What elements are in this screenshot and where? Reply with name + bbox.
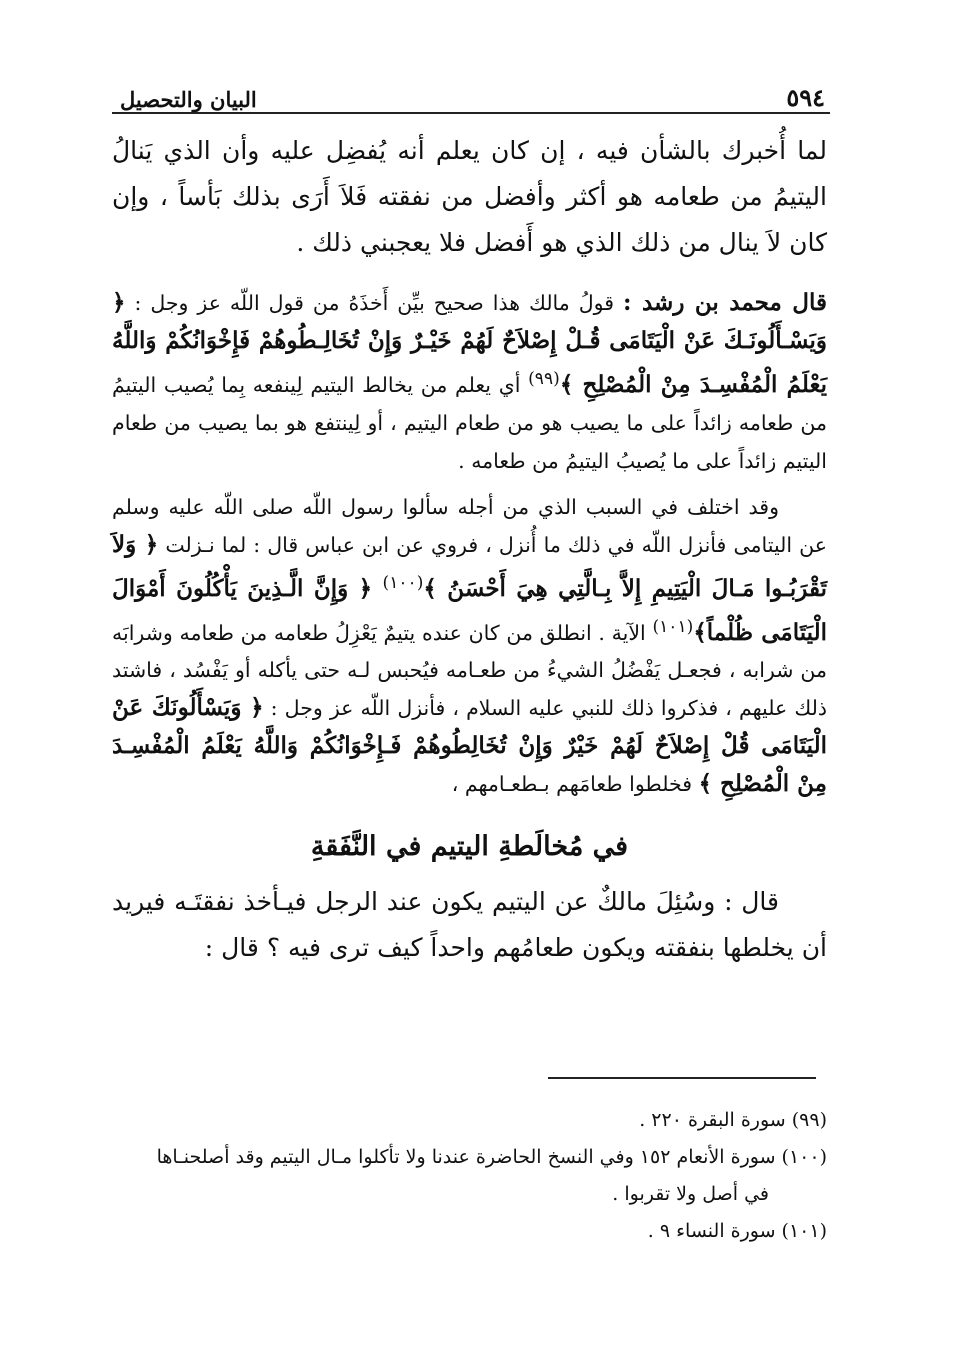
quran-verse-4: ﴿ وَيَسْأَلُونَكَ عَنْ الْيَتَامَى قُلْ إِصْلاَحٌ لَهُمْ خَيْرٌ وَإِنْ تُخَالِطُوهُمْ فَـإِخْوَانُكُمْ وَاللَّهُ يَعْلَمُ الْمُفْسِـدَ مِنْ الْمُصْلِحِ ﴾ xyxy=(112,694,827,798)
commentary-lead: قال محمد بن رشد : xyxy=(623,289,827,316)
footnotes xyxy=(112,1102,827,1250)
footnote-ref-99: (٩٩) xyxy=(528,369,560,389)
running-head xyxy=(120,72,825,112)
quran-verse-1: ﴿ وَيَسْـأَلُونَـكَ عَنْ الْيَتَامَى قُـلْ إِصْلاَحٌ لَهُمْ خَيْـرٌ وَإِنْ تُخَالِـطُوهُمْ فَإِخْوَانُكُمْ وَاللَّهُ يَعْلَمُ الْمُفْسِـدَ مِنْ الْمُصْلِحِ ﴾ xyxy=(112,289,827,398)
footnote-100: (١٠٠) سورة الأنعام ١٥٢ وفي النسخ الحاضرة عندنا ولا تأكلوا مـال اليتيم وقد أصلحنـاها xyxy=(156,1146,827,1168)
paragraph-3-text-3: فخلطوا طعامَهم بـطعـامهم ، xyxy=(451,772,699,797)
book-title: البيان والتحصيل xyxy=(120,87,257,112)
paragraph-3-text-1: وقد اختلف في السبب الذي من أجله سألوا رسول اللّه صلى اللّه عليه وسلم عن اليتامى فأنزل اللّه في ذلك ما أُنزل ، فروي عن ابن عباس قال : لما نـزلت xyxy=(112,494,827,557)
quran-verse-2: ﴿ وَلاَ تَقْرَبُـوا مَـالَ الْيَتِيمِ إِلاَّ بِـالَّتِي هِيَ أَحْسَنُ ﴾ xyxy=(112,530,827,602)
paragraph-2-text-1: قولُ مالك هذا صحيح بيِّن أَخذَهُ من قول اللّه عز وجل : xyxy=(125,291,624,315)
page-number: ٥٩٤ xyxy=(786,83,825,112)
footnote-100-continuation: في أصل ولا تقربوا . xyxy=(612,1183,769,1205)
footnote-ref-100: (١٠٠) xyxy=(382,572,424,593)
header-rule xyxy=(112,112,830,114)
paragraph-2 xyxy=(112,284,827,480)
paragraph-3-text-2: الآية . انطلق من كان عنده يتيمٌ يَعْزِلُ طعامه من طعامه وشرابَه من شرابه ، فجعـل يَفْضُلُ الشيءُ من طعـامه فيُحبس لـه حتى يأكله أو يَفْسُد ، فاشتد ذلك عليهم ، فذكروا ذلك للنبي عليه السلام ، فأنزل اللّه عز وجل : xyxy=(112,620,827,721)
quran-verse-3: ﴿ وَإِنَّ الَّـذِينَ يَأْكُلُونَ أَمْوَالَ الْيَتَامَى ظُلْماً﴾ xyxy=(112,574,827,646)
footnote-99: (٩٩) سورة البقرة ٢٢٠ . xyxy=(639,1109,827,1131)
paragraph-4: قال : وسُئِلَ مالكٌ عن اليتيم يكون عند الرجل فيـأخذ نفقتَـه فيريد أن يخلطها بنفقته ويكون طعامُهم واحداً كيف ترى فيه ؟ قال : xyxy=(112,887,827,963)
footnote-101: (١٠١) سورة النساء ٩ . xyxy=(647,1220,827,1242)
paragraph-1: لما أُخبرك بالشأن فيه ، إن كان يعلم أنه يُفضِل عليه وأن الذي يَنالُ اليتيمُ من طعامه هو أكثر وأفضل من نفقته فَلاَ أَرَى بذلك بَأساً ، وإن كان لاَ ينال من ذلك الذي هو أَفضل فلا يعجبني ذلك . xyxy=(112,136,827,257)
main-text xyxy=(112,128,827,971)
footnote-ref-101: (١٠١) xyxy=(652,616,694,637)
paragraph-3 xyxy=(112,488,827,804)
section-heading: في مُخالَطةِ اليتيم في النَّفَقةِ xyxy=(310,831,629,863)
paragraph-2-text-2: أي يعلم من يخالط اليتيم لِينفعه بِما يُصيب اليتيمُ من طعامه زائداً على ما يصيب هو من طعام اليتيم ، أو لِينتفع هو بما يصيب من طعام اليتيم زائداً على ما يُصيبُ اليتيمُ من طعامه . xyxy=(112,372,827,473)
footnote-rule xyxy=(548,1077,816,1079)
